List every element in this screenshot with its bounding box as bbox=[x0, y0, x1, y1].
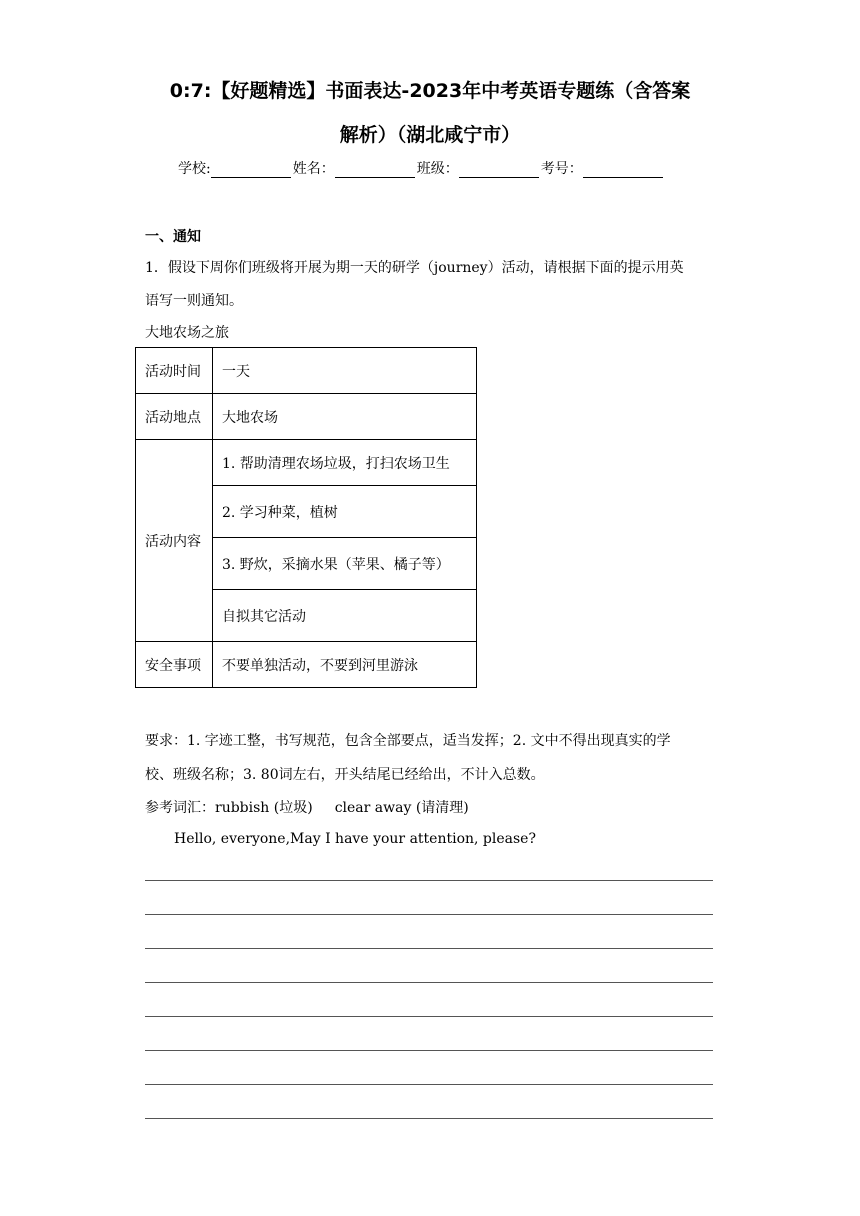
page-title-line-1: 0:7:【好题精选】书面表达-2023年中考英语专题练（含答案 bbox=[169, 80, 691, 102]
content-item: 1. 帮助清理农场垃圾，打扫农场卫生 bbox=[213, 440, 477, 486]
vocabulary-label: 参考词汇： bbox=[145, 800, 215, 816]
requirements-line-1: 要求：1. 字迹工整，书写规范，包含全部要点，适当发挥；2. 文中不得出现真实的学 bbox=[145, 733, 671, 749]
answer-line[interactable] bbox=[145, 914, 713, 915]
table-row-safety bbox=[136, 642, 477, 688]
essay-opening: Hello, everyone,May I have your attention, please? bbox=[174, 831, 536, 847]
class-blank[interactable] bbox=[459, 163, 539, 178]
question-prompt-line-2: 语写一则通知。 bbox=[145, 293, 243, 309]
answer-line[interactable] bbox=[145, 1016, 713, 1017]
place-value: 大地农场 bbox=[213, 394, 477, 440]
school-label: 学校: bbox=[178, 161, 211, 177]
safety-label: 安全事项 bbox=[136, 642, 213, 688]
name-label: 姓名： bbox=[292, 161, 335, 177]
answer-line[interactable] bbox=[145, 1118, 713, 1119]
student-info-row bbox=[178, 158, 665, 178]
safety-value: 不要单独活动，不要到河里游泳 bbox=[213, 642, 477, 688]
vocabulary-clear-away: clear away (请清理) bbox=[334, 800, 469, 816]
vocabulary-rubbish: rubbish (垃圾) bbox=[215, 800, 313, 816]
time-label: 活动时间 bbox=[136, 348, 213, 394]
requirements-line-2: 校、班级名称；3. 80词左右，开头结尾已经给出，不计入总数。 bbox=[145, 767, 545, 783]
answer-line[interactable] bbox=[145, 982, 713, 983]
section-title: 一、通知 bbox=[145, 229, 201, 245]
content-item: 3. 野炊，采摘水果（苹果、橘子等） bbox=[213, 538, 477, 590]
table-row-time bbox=[136, 348, 477, 394]
content-label: 活动内容 bbox=[136, 440, 213, 642]
question-prompt-line-1: 1．假设下周你们班级将开展为期一天的研学（journey）活动，请根据下面的提示用英 bbox=[145, 260, 684, 276]
answer-line[interactable] bbox=[145, 880, 713, 881]
answer-line[interactable] bbox=[145, 948, 713, 949]
place-label: 活动地点 bbox=[136, 394, 213, 440]
vocabulary-row bbox=[145, 797, 469, 817]
name-blank[interactable] bbox=[335, 163, 415, 178]
school-blank[interactable] bbox=[211, 163, 291, 178]
class-label: 班级： bbox=[416, 161, 459, 177]
exam-number-label: 考号： bbox=[540, 161, 583, 177]
content-item: 2. 学习种菜，植树 bbox=[213, 486, 477, 538]
page-title-line-2: 解析）（湖北咸宁市） bbox=[339, 124, 521, 146]
table-caption: 大地农场之旅 bbox=[145, 325, 229, 341]
answer-line[interactable] bbox=[145, 1050, 713, 1051]
exam-number-blank[interactable] bbox=[583, 163, 663, 178]
time-value: 一天 bbox=[213, 348, 477, 394]
answer-line[interactable] bbox=[145, 1084, 713, 1085]
content-item: 自拟其它活动 bbox=[213, 590, 477, 642]
table-row-place bbox=[136, 394, 477, 440]
activity-table bbox=[135, 347, 477, 688]
table-row-content-1 bbox=[136, 440, 477, 486]
